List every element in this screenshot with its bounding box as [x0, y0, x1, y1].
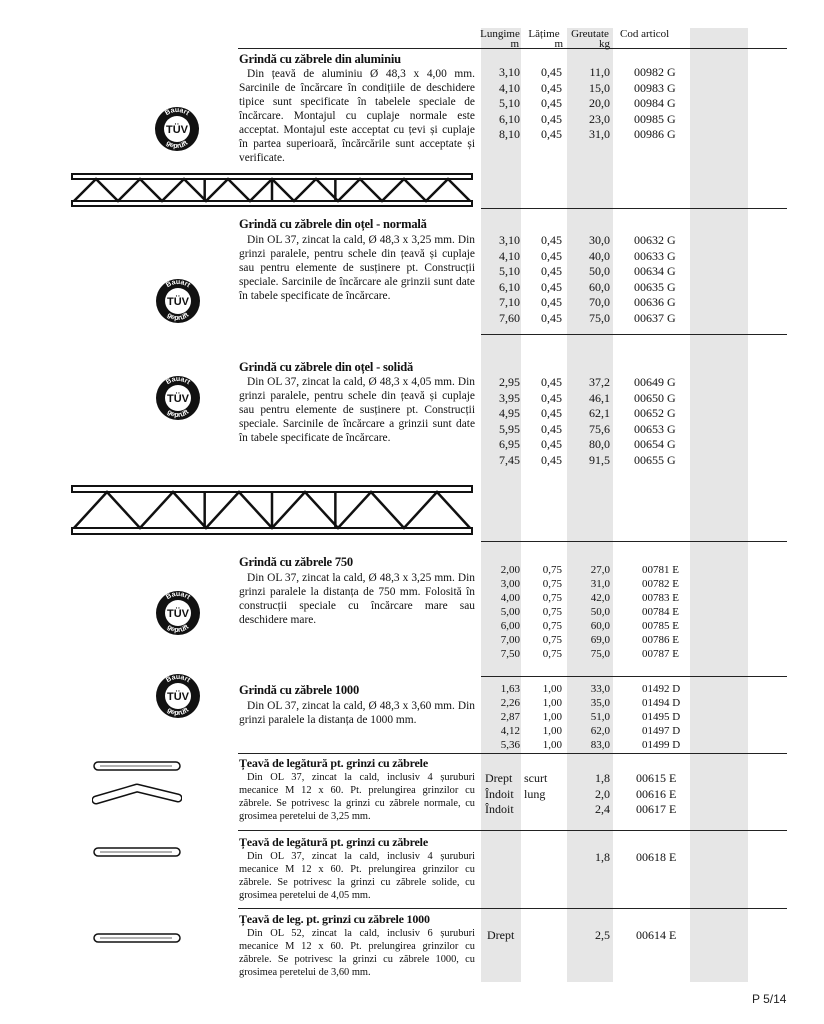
cell-lungime: 5,10: [499, 264, 520, 278]
header-latime: [522, 29, 566, 49]
section-desc-teava-normala-text: Din OL 37, zincat la cald, inclusiv 4 șuruburi mecanice M 12 x 60. Pt. prelungirea grinzilor cu zăbrele. Se potrivesc la grinzi cu zăbrele normale, cu grosimea peretelui de 3,25 mm.: [239, 772, 475, 822]
tuv-badge-icon: [155, 375, 201, 421]
bent-tube-icon: [92, 780, 182, 806]
rule-7: [238, 908, 787, 909]
cell-greutate: 27,0: [590, 564, 610, 576]
header-latime-label: Lățime: [528, 28, 560, 40]
rule-5: [238, 753, 787, 754]
header-latime-unit: m: [554, 38, 563, 50]
cell-cod: 00983 G: [634, 80, 676, 95]
col-lungime-aluminiu: [486, 65, 520, 143]
cell-cod: 00985 G: [634, 111, 676, 126]
cell-latime: 0,45: [541, 248, 562, 263]
cell-greutate: 1,8: [595, 771, 610, 785]
greutate-column-shade: [567, 28, 613, 982]
cell-lungime: 4,12: [500, 725, 520, 737]
cell-greutate: 11,0: [589, 65, 610, 79]
cell-greutate: 31,0: [589, 127, 610, 141]
rule-3: [481, 541, 787, 542]
cell-greutate: 2,5: [595, 928, 610, 942]
cell-lungime: 1,63: [500, 683, 520, 695]
cell-lungime: 7,00: [500, 634, 520, 646]
cell-latime: 0,45: [541, 127, 562, 141]
cell-latime: 0,75: [542, 564, 562, 576]
col-cod-teava-normala: [636, 771, 690, 818]
cell-lungime: 5,36: [500, 739, 520, 751]
cell-cod: 00616 E: [636, 786, 677, 801]
cell-lungime: 2,87: [500, 711, 520, 723]
cell-latime: 0,45: [541, 264, 562, 278]
header-greutate-unit: kg: [599, 38, 610, 50]
cell-latime: 1,00: [542, 725, 562, 737]
cell-greutate: 91,5: [589, 452, 610, 467]
cell-cod: 00787 E: [642, 648, 679, 660]
cell-cod: 00655 G: [634, 452, 676, 467]
section-title-teava-1000: Țeavă de leg. pt. grinzi cu zăbrele 1000: [239, 912, 430, 926]
section-desc-teava-solida: [239, 850, 475, 902]
svg-text:TÜV: TÜV: [167, 691, 189, 703]
col-cod-otel-normala: [634, 233, 690, 326]
header-greutate: [566, 29, 614, 49]
cell-latime: 1,00: [542, 739, 562, 751]
svg-text:TÜV: TÜV: [167, 296, 189, 308]
section-title-teava-solida: Țeavă de legătură pt. grinzi cu zăbrele: [239, 835, 428, 849]
cell-greutate: 51,0: [590, 711, 610, 723]
cell-cod: 00636 G: [634, 295, 676, 309]
section-desc-1000-text: Din OL 37, zincat la cald, Ø 48,3 x 3,60 mm. Din grinzi paralele la distanța de 1000 mm.: [239, 700, 475, 726]
cell-greutate: 1,8: [595, 850, 610, 864]
cell-lungime: 3,10: [499, 65, 520, 79]
cell-lungime: 4,10: [499, 248, 520, 263]
cell-greutate: 2,0: [595, 786, 610, 801]
cell-greutate: 33,0: [590, 683, 610, 695]
col-cod-teava-solida: [636, 850, 690, 866]
cell-lungime: 6,00: [500, 620, 520, 632]
cell-latime: 0,45: [541, 111, 562, 126]
svg-text:TÜV: TÜV: [166, 124, 188, 136]
header-lungime-unit: m: [510, 38, 519, 50]
col-lungime-teava-normala: [485, 771, 521, 818]
cell-cod: 00654 G: [634, 437, 676, 451]
section-title-otel-normala: Grindă cu zăbrele din oțel - normală: [239, 217, 427, 231]
cell-cod: 00653 G: [634, 421, 676, 436]
col-latime-teava-normala: [524, 771, 560, 802]
cell-lungime: 3,95: [499, 390, 520, 405]
cell-lungime: 2,95: [499, 375, 520, 389]
cell-lungime: Drept: [487, 928, 515, 942]
section-title-otel-solida: Grindă cu zăbrele din oțel - solidă: [239, 360, 414, 374]
cell-cod: 01495 D: [642, 711, 681, 723]
cell-latime: 0,45: [541, 390, 562, 405]
section-desc-750: [239, 571, 475, 627]
cell-latime: 0,75: [542, 578, 562, 590]
section-desc-aluminiu-text: Din țeavă de aluminiu Ø 48,3 x 4,00 mm. Sarcinile de încărcare în condițiile de deschidere tipice sunt specificate în tabelele speciale de încărcare. Montajul cu cuplaje normale este acceptat. Montajul este acceptat cu țevi și cuplaje în partea superioară, încărcările sunt acceptate și verificate.: [239, 68, 475, 164]
cell-latime: 0,75: [542, 592, 562, 604]
cell-greutate: 15,0: [589, 80, 610, 95]
cell-cod: 00782 E: [642, 578, 679, 590]
cell-greutate: 62,1: [589, 406, 610, 420]
cell-latime: 0,45: [541, 437, 562, 451]
section-title-aluminiu: Grindă cu zăbrele din aluminiu: [239, 52, 401, 66]
col-lungime-1000: [486, 682, 520, 752]
col-cod-1000: [642, 682, 690, 752]
section-desc-otel-solida: [239, 375, 475, 445]
col-lungime-teava-1000: [487, 928, 521, 944]
rule-2: [481, 334, 787, 335]
cell-latime: 0,45: [541, 375, 562, 389]
cell-lungime: 3,00: [500, 578, 520, 590]
cell-cod: 00633 G: [634, 248, 676, 263]
col-latime-otel-normala: [528, 233, 562, 326]
cell-latime: 0,75: [542, 634, 562, 646]
cell-greutate: 46,1: [589, 390, 610, 405]
cell-greutate: 70,0: [589, 295, 610, 309]
cell-lungime: 7,60: [499, 310, 520, 325]
cell-cod: 00984 G: [634, 96, 676, 110]
lungime-column-shade: [481, 28, 521, 982]
col-greutate-750: [572, 563, 610, 661]
cell-lungime: Îndoit: [485, 786, 514, 801]
cell-latime: 0,75: [542, 620, 562, 632]
col-greutate-teava-1000: [572, 928, 610, 944]
cell-greutate: 2,4: [595, 802, 610, 816]
cell-lungime: 4,00: [500, 592, 520, 604]
cell-greutate: 23,0: [589, 111, 610, 126]
cell-cod: 00982 G: [634, 65, 676, 79]
cell-cod: 01494 D: [642, 697, 681, 709]
straight-tube-icon: [92, 930, 182, 946]
tuv-badge-icon: [154, 106, 200, 152]
section-desc-750-text: Din OL 37, zincat la cald, Ø 48,3 x 3,25 mm. Din grinzi paralele la distanța de 750 mm. Folosită în construcții speciale cu încărcare mare sau deschidere mare.: [239, 572, 475, 626]
cell-greutate: 69,0: [590, 634, 610, 646]
cell-cod: 00652 G: [634, 406, 676, 420]
col-lungime-otel-normala: [486, 233, 520, 326]
col-greutate-1000: [572, 682, 610, 752]
cell-latime: 0,75: [542, 648, 562, 660]
cell-cod: 01499 D: [642, 739, 681, 751]
cell-lungime: 3,10: [499, 233, 520, 247]
cell-lungime: 8,10: [499, 127, 520, 141]
section-desc-otel-solida-text: Din OL 37, zincat la cald, Ø 48,3 x 4,05 mm. Din grinzi paralele, pentru schele din țeavă și cuplaje sau pentru elemente de susținere pt. Construcții speciale. Sarcinile de încărcare a grinzii sunt date în tabele specificate de încărcare.: [239, 376, 475, 444]
header-greutate-label: Greutate: [571, 28, 609, 40]
col-greutate-aluminiu: [572, 65, 610, 143]
cell-cod: 00650 G: [634, 390, 676, 405]
col-cod-teava-1000: [636, 928, 690, 944]
col-greutate-otel-normala: [572, 233, 610, 326]
cell-latime: 0,45: [541, 80, 562, 95]
cell-lungime: 5,10: [499, 96, 520, 110]
cell-greutate: 50,0: [590, 606, 610, 618]
truss-aluminium-icon: [70, 170, 475, 210]
col-cod-otel-solida: [634, 375, 690, 468]
section-desc-otel-normala: [239, 233, 475, 303]
cell-lungime: Îndoit: [485, 802, 514, 816]
section-desc-teava-1000: [239, 927, 475, 979]
section-desc-teava-normala: [239, 771, 475, 823]
cell-latime: 0,45: [541, 421, 562, 436]
section-desc-aluminiu: [239, 67, 475, 165]
section-title-teava-normala: Țeavă de legătură pt. grinzi cu zăbrele: [239, 756, 428, 770]
cell-greutate: 75,0: [589, 310, 610, 325]
cell-lungime: 7,50: [500, 648, 520, 660]
col-greutate-teava-normala: [572, 771, 610, 818]
rule-6: [238, 830, 787, 831]
cell-cod: 01492 D: [642, 683, 681, 695]
cell-greutate: 83,0: [590, 739, 610, 751]
col-cod-aluminiu: [634, 65, 690, 143]
page-number: P 5/14: [752, 992, 787, 1006]
cell-cod: 00614 E: [636, 928, 677, 942]
cell-greutate: 35,0: [590, 697, 610, 709]
cell-lungime: 7,10: [499, 295, 520, 309]
cell-greutate: 31,0: [590, 578, 610, 590]
cell-greutate: 62,0: [590, 725, 610, 737]
cell-greutate: 60,0: [589, 279, 610, 294]
cell-greutate: 60,0: [590, 620, 610, 632]
col-latime-1000: [528, 682, 562, 752]
straight-tube-icon: [92, 758, 182, 774]
col-greutate-teava-solida: [572, 850, 610, 866]
cell-lungime: 6,10: [499, 279, 520, 294]
cell-latime: scurt: [524, 771, 548, 785]
cell-latime: 0,45: [541, 406, 562, 420]
cell-latime: 0,45: [541, 233, 562, 247]
header-lungime: [478, 29, 522, 49]
header-cod: [620, 29, 690, 39]
header-cod-label: Cod articol: [620, 28, 670, 40]
cell-cod: 00785 E: [642, 620, 679, 632]
straight-tube-icon: [92, 844, 182, 860]
rule-header: [238, 48, 787, 49]
header-lungime-label: Lungime: [480, 28, 520, 40]
section-desc-teava-solida-text: Din OL 37, zincat la cald, inclusiv 4 șuruburi mecanice M 12 x 60. Pt. prelungirea grinzilor cu zăbrele. Se potrivesc la grinzi cu zăbrele solide, cu grosimea peretelui de 4,05 mm.: [239, 851, 475, 901]
cell-cod: 00634 G: [634, 264, 676, 278]
cell-latime: 0,45: [541, 310, 562, 325]
section-desc-teava-1000-text: Din OL 52, zincat la cald, inclusiv 6 șuruburi mecanice M 12 x 60. Pt. prelungirea grinzilor cu zăbrele. Se potrivesc la grinzi cu zăbrele 1000, cu grosimea peretelui de 3,60 mm.: [239, 928, 475, 978]
cell-greutate: 75,6: [589, 421, 610, 436]
cell-lungime: 6,95: [499, 437, 520, 451]
col-cod-750: [642, 563, 690, 661]
col-lungime-750: [486, 563, 520, 661]
cell-cod: 01497 D: [642, 725, 681, 737]
col-latime-750: [528, 563, 562, 661]
cell-cod: 00784 E: [642, 606, 679, 618]
cell-lungime: 4,10: [499, 80, 520, 95]
tuv-badge-icon: [155, 590, 201, 636]
blank-column-shade: [690, 28, 748, 982]
cell-cod: 00635 G: [634, 279, 676, 294]
cell-lungime: 5,95: [499, 421, 520, 436]
col-latime-aluminiu: [528, 65, 562, 143]
svg-text:TÜV: TÜV: [167, 608, 189, 620]
cell-cod: 00783 E: [642, 592, 679, 604]
cell-greutate: 30,0: [589, 233, 610, 247]
cell-latime: 0,45: [541, 96, 562, 110]
cell-lungime: 5,00: [500, 606, 520, 618]
cell-lungime: 7,45: [499, 452, 520, 467]
col-greutate-otel-solida: [572, 375, 610, 468]
cell-cod: 00632 G: [634, 233, 676, 247]
cell-cod: 00649 G: [634, 375, 676, 389]
cell-latime: 0,45: [541, 452, 562, 467]
cell-latime: 0,45: [541, 279, 562, 294]
tuv-badge-icon: [155, 278, 201, 324]
cell-greutate: 37,2: [589, 375, 610, 389]
rule-4: [481, 676, 787, 677]
section-desc-1000: [239, 699, 475, 727]
tuv-badge-icon: [155, 673, 201, 719]
col-latime-otel-solida: [528, 375, 562, 468]
cell-cod: 00637 G: [634, 310, 676, 325]
cell-latime: lung: [524, 786, 546, 801]
truss-solid-icon: [70, 482, 475, 540]
cell-greutate: 50,0: [589, 264, 610, 278]
cell-latime: 0,45: [541, 295, 562, 309]
section-title-1000: Grindă cu zăbrele 1000: [239, 683, 360, 697]
cell-greutate: 40,0: [589, 248, 610, 263]
cell-latime: 0,75: [542, 606, 562, 618]
cell-latime: 0,45: [541, 65, 562, 79]
cell-lungime: 2,26: [500, 697, 520, 709]
cell-cod: 00781 E: [642, 564, 679, 576]
svg-text:TÜV: TÜV: [167, 393, 189, 405]
section-title-750: Grindă cu zăbrele 750: [239, 555, 353, 569]
cell-greutate: 20,0: [589, 96, 610, 110]
rule-1: [481, 208, 787, 209]
cell-lungime: Drept: [485, 771, 513, 785]
cell-cod: 00615 E: [636, 771, 677, 785]
cell-greutate: 42,0: [590, 592, 610, 604]
cell-cod: 00986 G: [634, 127, 676, 141]
cell-lungime: 6,10: [499, 111, 520, 126]
cell-cod: 00617 E: [636, 802, 677, 816]
cell-greutate: 75,0: [590, 648, 610, 660]
section-desc-otel-normala-text: Din OL 37, zincat la cald, Ø 48,3 x 3,25 mm. Din grinzi paralele, pentru schele din țeavă și cuplaje sau pentru elemente de susținere pt. Construcții speciale. Sarcinile de încărcare ale grinzii sunt date în tabele specificate de încărcare.: [239, 234, 475, 302]
cell-greutate: 80,0: [589, 437, 610, 451]
cell-latime: 1,00: [542, 683, 562, 695]
cell-latime: 1,00: [542, 697, 562, 709]
cell-cod: 00618 E: [636, 850, 677, 864]
col-lungime-otel-solida: [486, 375, 520, 468]
cell-cod: 00786 E: [642, 634, 679, 646]
cell-lungime: 2,00: [500, 564, 520, 576]
cell-lungime: 4,95: [499, 406, 520, 420]
cell-latime: 1,00: [542, 711, 562, 723]
